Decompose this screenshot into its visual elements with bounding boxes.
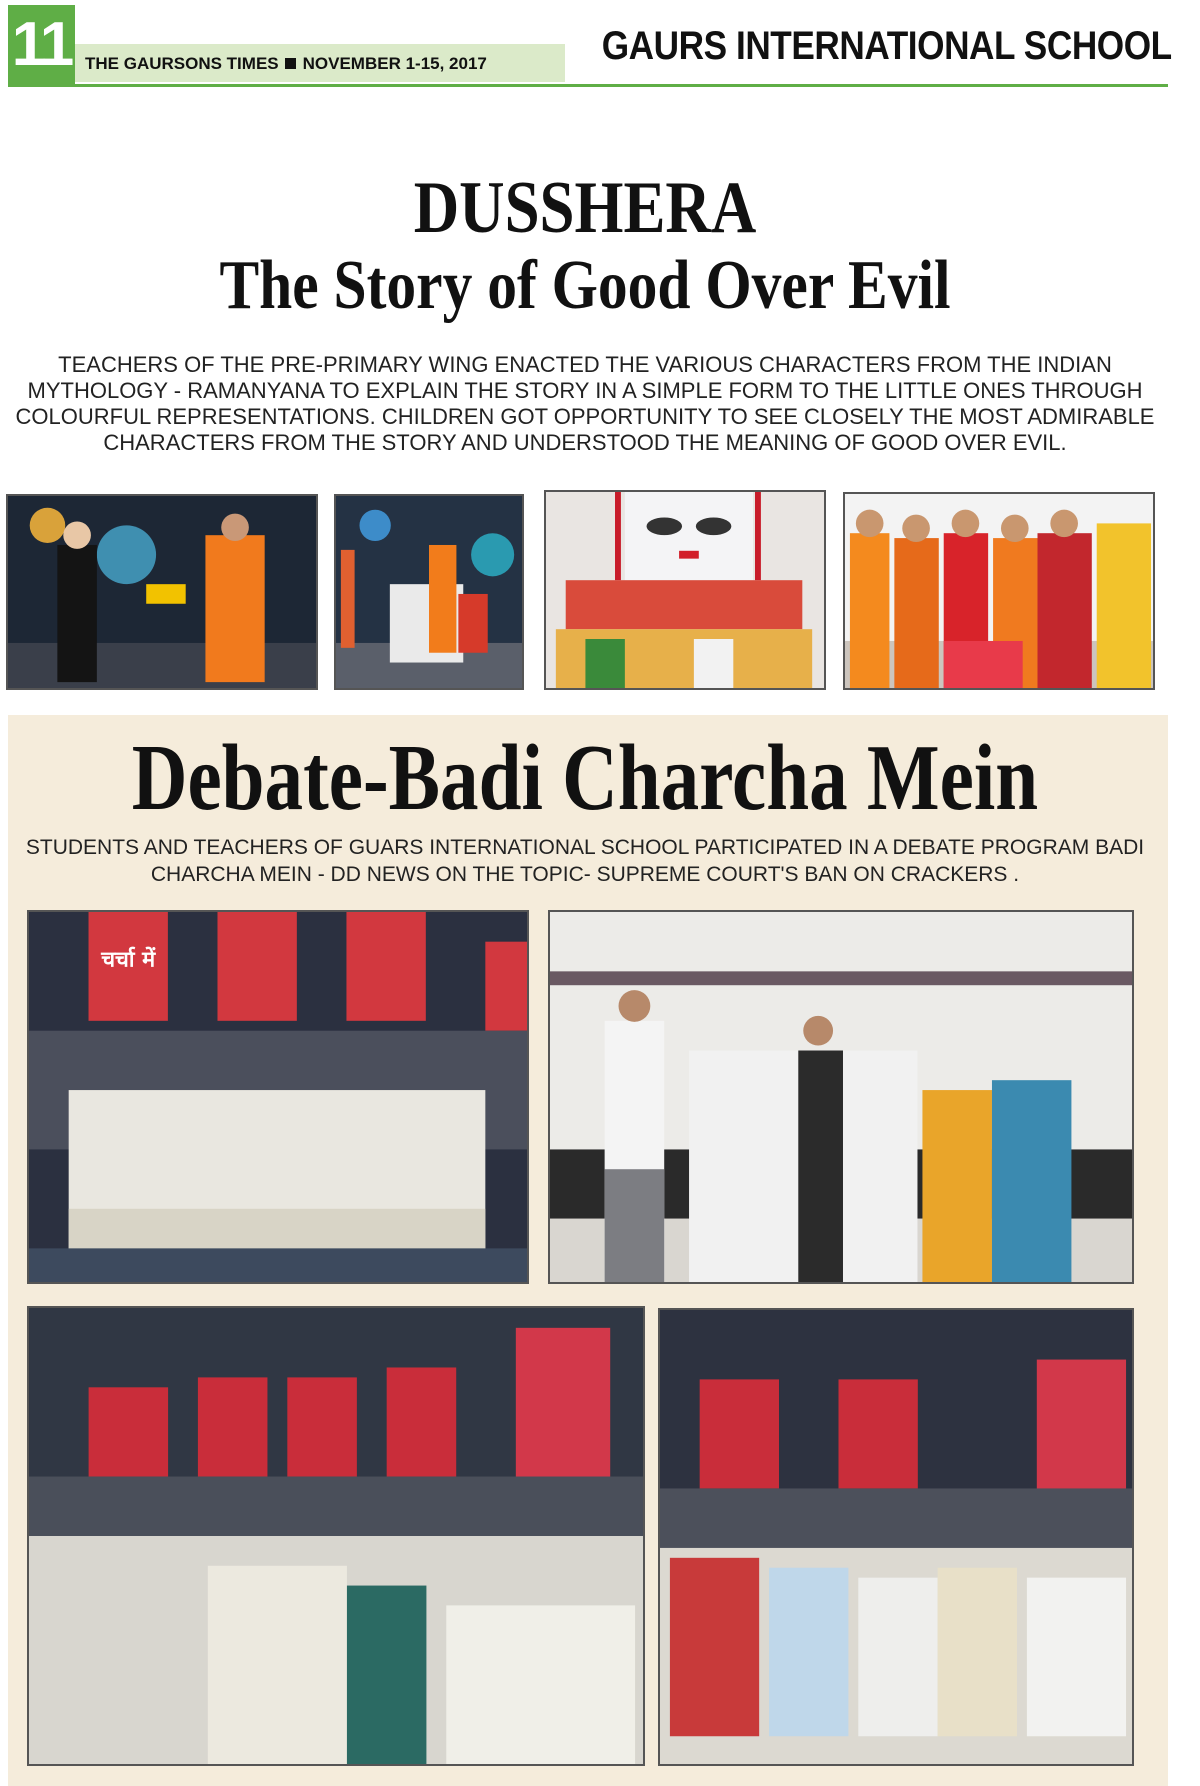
photo-group-standing <box>548 910 1134 1284</box>
photo-stage-scene <box>334 494 524 690</box>
photo-children-group-backdrop <box>544 490 826 690</box>
paper-info-strip <box>75 44 565 82</box>
separator-square-icon <box>285 58 296 69</box>
debate-body: STUDENTS AND TEACHERS OF GUARS INTERNATIONAL SCHOOL PARTICIPATED IN A DEBATE PROGRAM BADI CHARCHA MEIN - DD NEWS ON THE TOPIC- SUPREME COURT'S BAN ON CRACKERS . <box>25 836 1145 886</box>
issue-date: NOVEMBER 1-15, 2017 <box>302 54 487 73</box>
photo-audience-wide-left <box>27 1306 645 1766</box>
photo-students-studio-seated <box>27 910 529 1284</box>
school-name: GAURS INTERNATIONAL SCHOOL <box>601 24 1172 68</box>
paper-name: THE GAURSONS TIMES <box>85 54 279 73</box>
photo-costumed-children <box>843 492 1155 690</box>
debate-title: Debate-Badi Charcha Mein <box>131 726 1039 830</box>
paper-info <box>85 54 487 74</box>
dusshera-subtitle: The Story of Good Over Evil <box>219 247 951 324</box>
photo-stage-performance <box>6 494 318 690</box>
dusshera-body: TEACHERS OF THE PRE-PRIMARY WING ENACTED THE VARIOUS CHARACTERS FROM THE INDIAN MYTHOLOGY - RAMANYANA TO EXPLAIN THE STORY IN A SIMPLE FORM TO THE LITTLE ONES THROUGH COLOURFUL REPRESENTATIONS. CHILDREN GOT OPPORTUNITY TO SEE CLOSELY THE MOST ADMIRABLE CHARACTERS FROM THE STORY AND UNDERSTOOD THE MEANING OF GOOD OVER EVIL. <box>15 352 1155 455</box>
photo-audience-wide-right <box>658 1308 1134 1766</box>
header-rule <box>8 84 1168 87</box>
dusshera-title: DUSSHERA <box>413 167 757 249</box>
page-header <box>0 0 1200 92</box>
studio-banner-text: चर्चा में <box>101 947 156 973</box>
page-number: 11 <box>8 5 75 85</box>
